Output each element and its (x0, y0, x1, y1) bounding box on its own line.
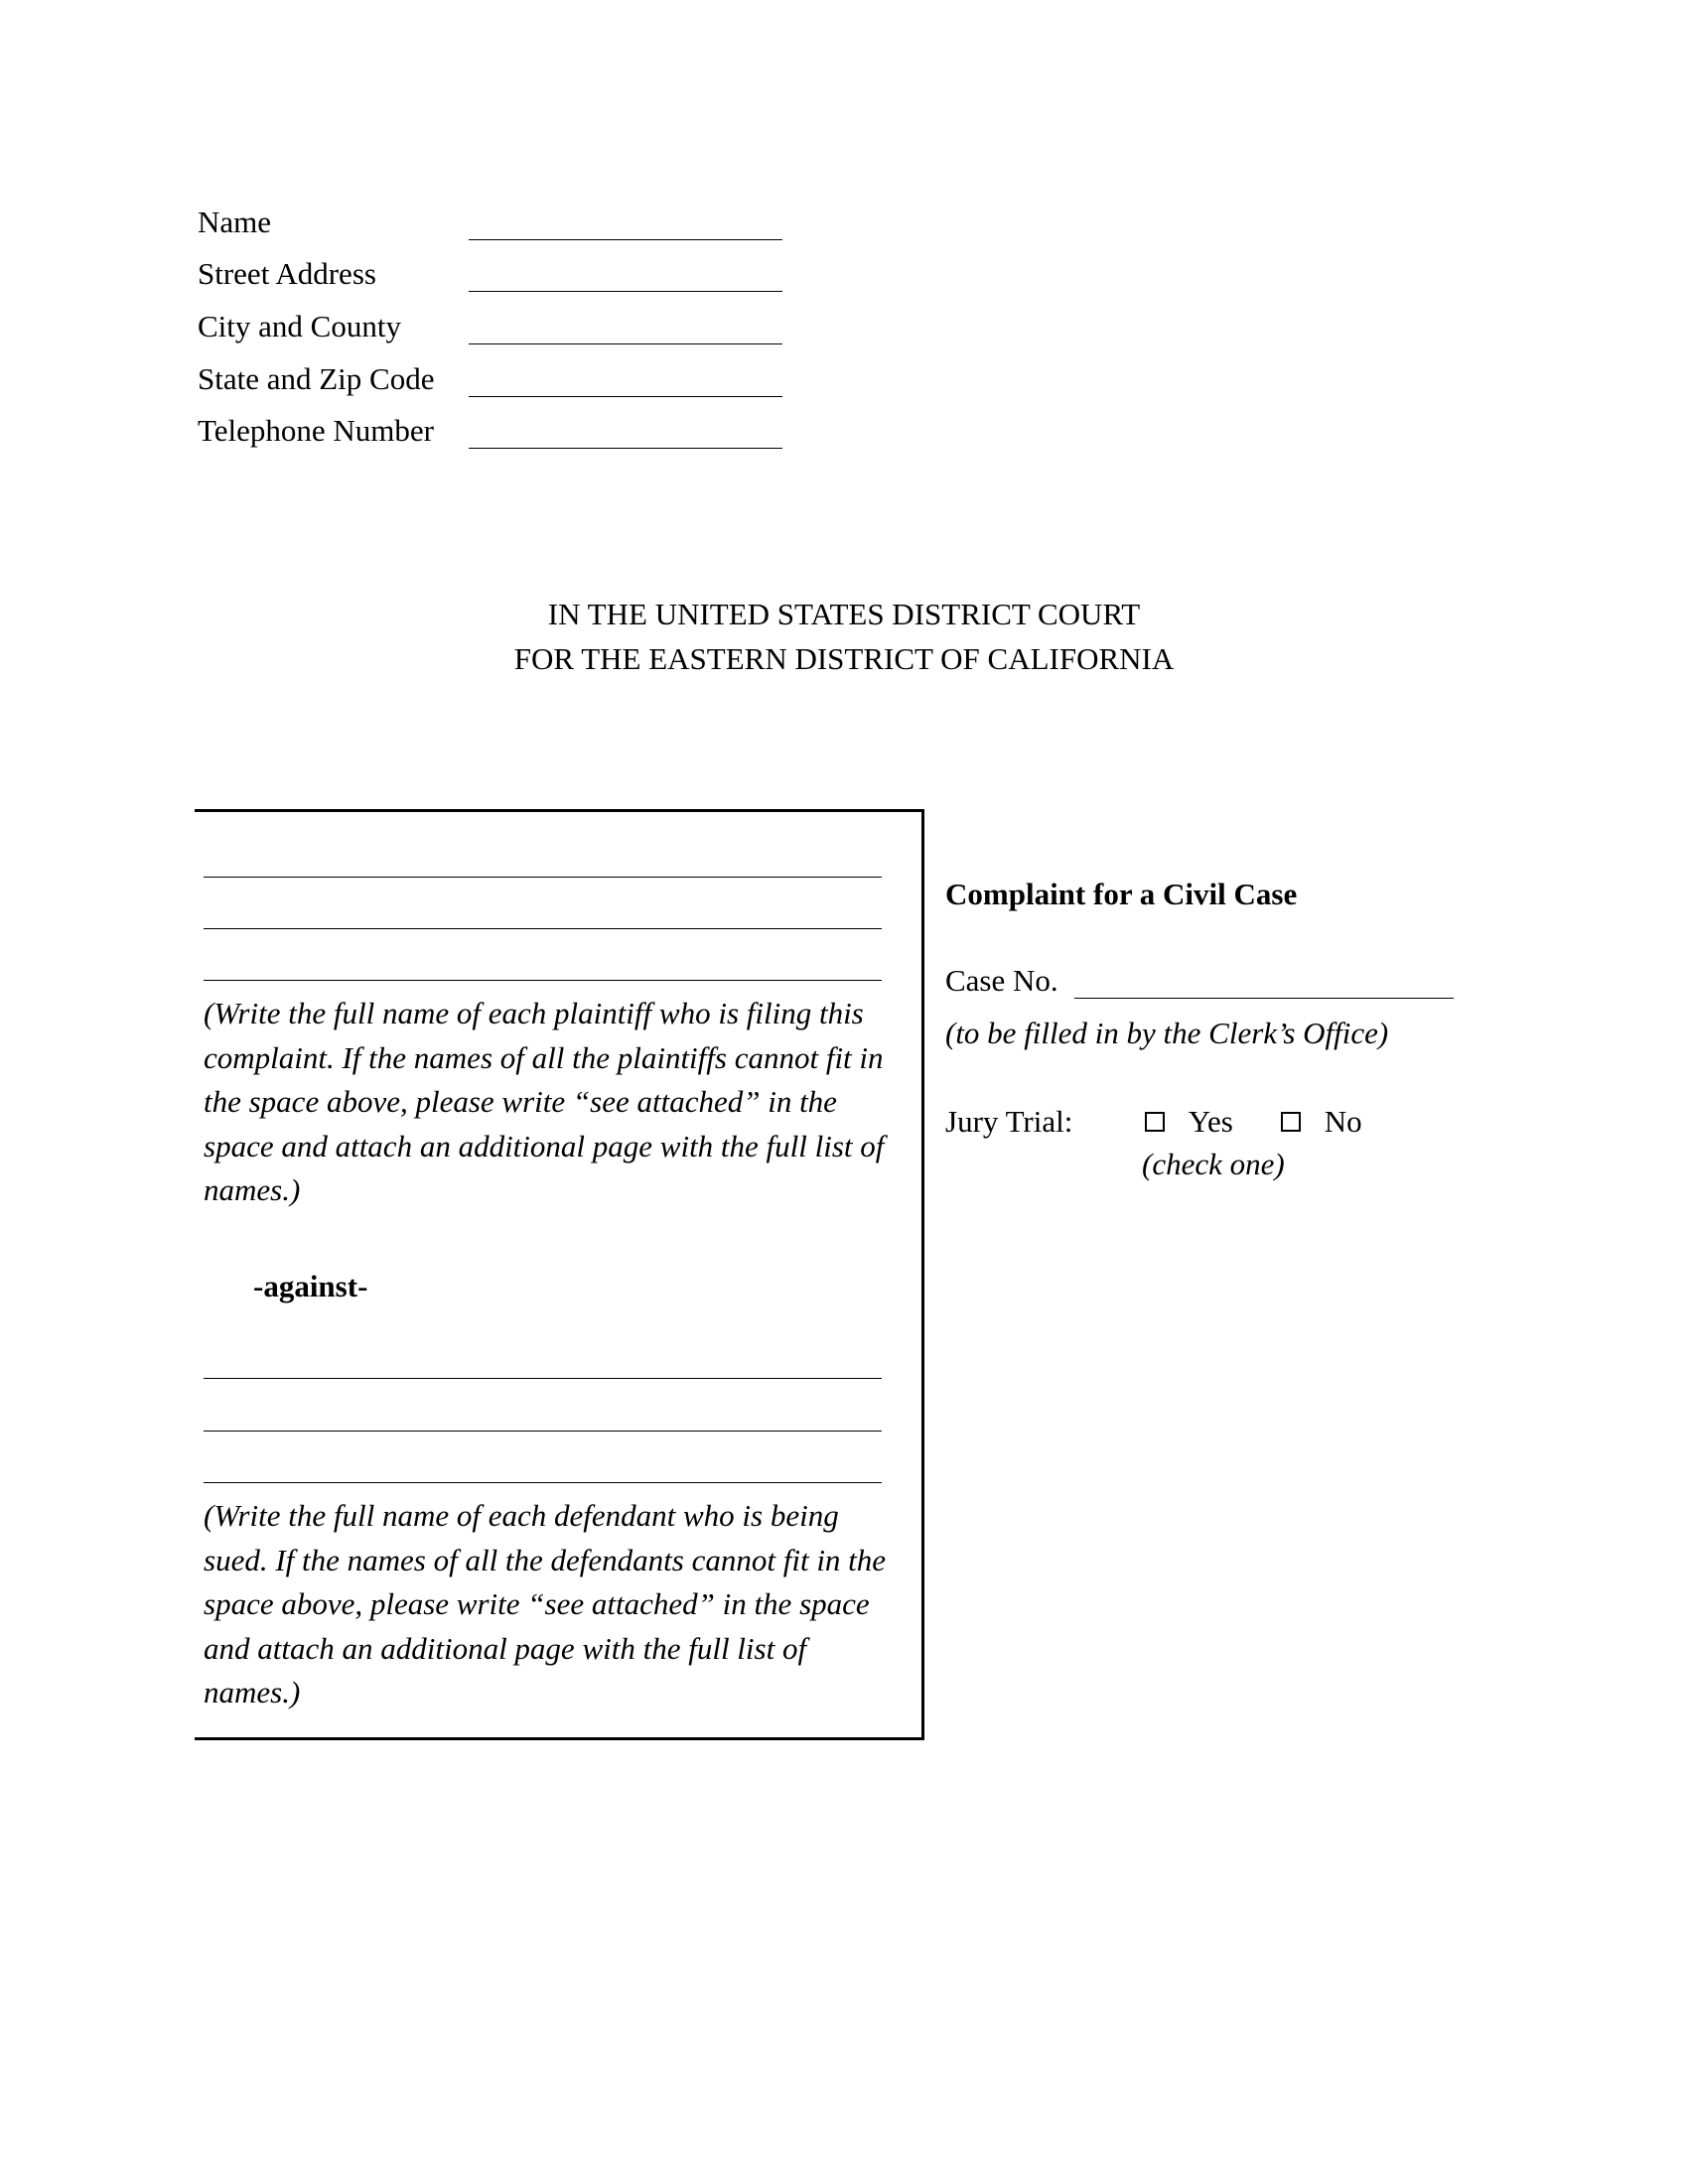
check-one-note: (check one) (1142, 1147, 1285, 1181)
street-address-input-line[interactable] (469, 291, 782, 292)
plaintiff-name-line-3[interactable] (204, 980, 882, 981)
city-county-label: City and County (198, 309, 401, 343)
plaintiff-name-line-1[interactable] (204, 877, 882, 878)
telephone-input-line[interactable] (469, 448, 782, 449)
plaintiff-name-line-2[interactable] (204, 928, 882, 929)
against-label: -against- (253, 1269, 368, 1303)
state-zip-input-line[interactable] (469, 396, 782, 397)
jury-trial-label: Jury Trial: (945, 1104, 1073, 1139)
complaint-title: Complaint for a Civil Case (945, 877, 1298, 911)
case-no-input-line[interactable] (1074, 998, 1454, 999)
case-no-label: Case No. (945, 963, 1058, 998)
no-label: No (1324, 1104, 1362, 1139)
name-input-line[interactable] (469, 239, 782, 240)
yes-checkbox[interactable] (1145, 1112, 1165, 1132)
plaintiff-instructions: (Write the full name of each plaintiff who is filing this complaint. If the names of all the plaintiffs cannot fit in the space above, please write “see attached” in the space and attach an additional page with the full list of names.) (204, 996, 885, 1207)
jury-no-option[interactable] (1281, 1104, 1362, 1140)
defendant-name-line-3[interactable] (204, 1482, 882, 1483)
defendant-instructions: (Write the full name of each defendant who is being sued. If the names of all the defendants cannot fit in the space above, please write “see attached” in the space and attach an additional page with the full list of names.) (204, 1498, 887, 1709)
street-address-label: Street Address (198, 256, 376, 291)
court-title-line1: IN THE UNITED STATES DISTRICT COURT (547, 597, 1141, 631)
defendant-name-line-1[interactable] (204, 1378, 882, 1379)
jury-yes-option[interactable] (1145, 1104, 1233, 1140)
defendant-name-line-2[interactable] (204, 1431, 882, 1432)
city-county-input-line[interactable] (469, 343, 782, 344)
court-title-line2: FOR THE EASTERN DISTRICT OF CALIFORNIA (513, 641, 1175, 676)
state-zip-label: State and Zip Code (198, 361, 435, 396)
yes-label: Yes (1188, 1104, 1233, 1139)
court-title (0, 592, 1688, 681)
telephone-label: Telephone Number (198, 413, 434, 448)
case-no-note: (to be filled in by the Clerk’s Office) (945, 1016, 1389, 1050)
name-label: Name (198, 205, 272, 239)
no-checkbox[interactable] (1281, 1112, 1301, 1132)
